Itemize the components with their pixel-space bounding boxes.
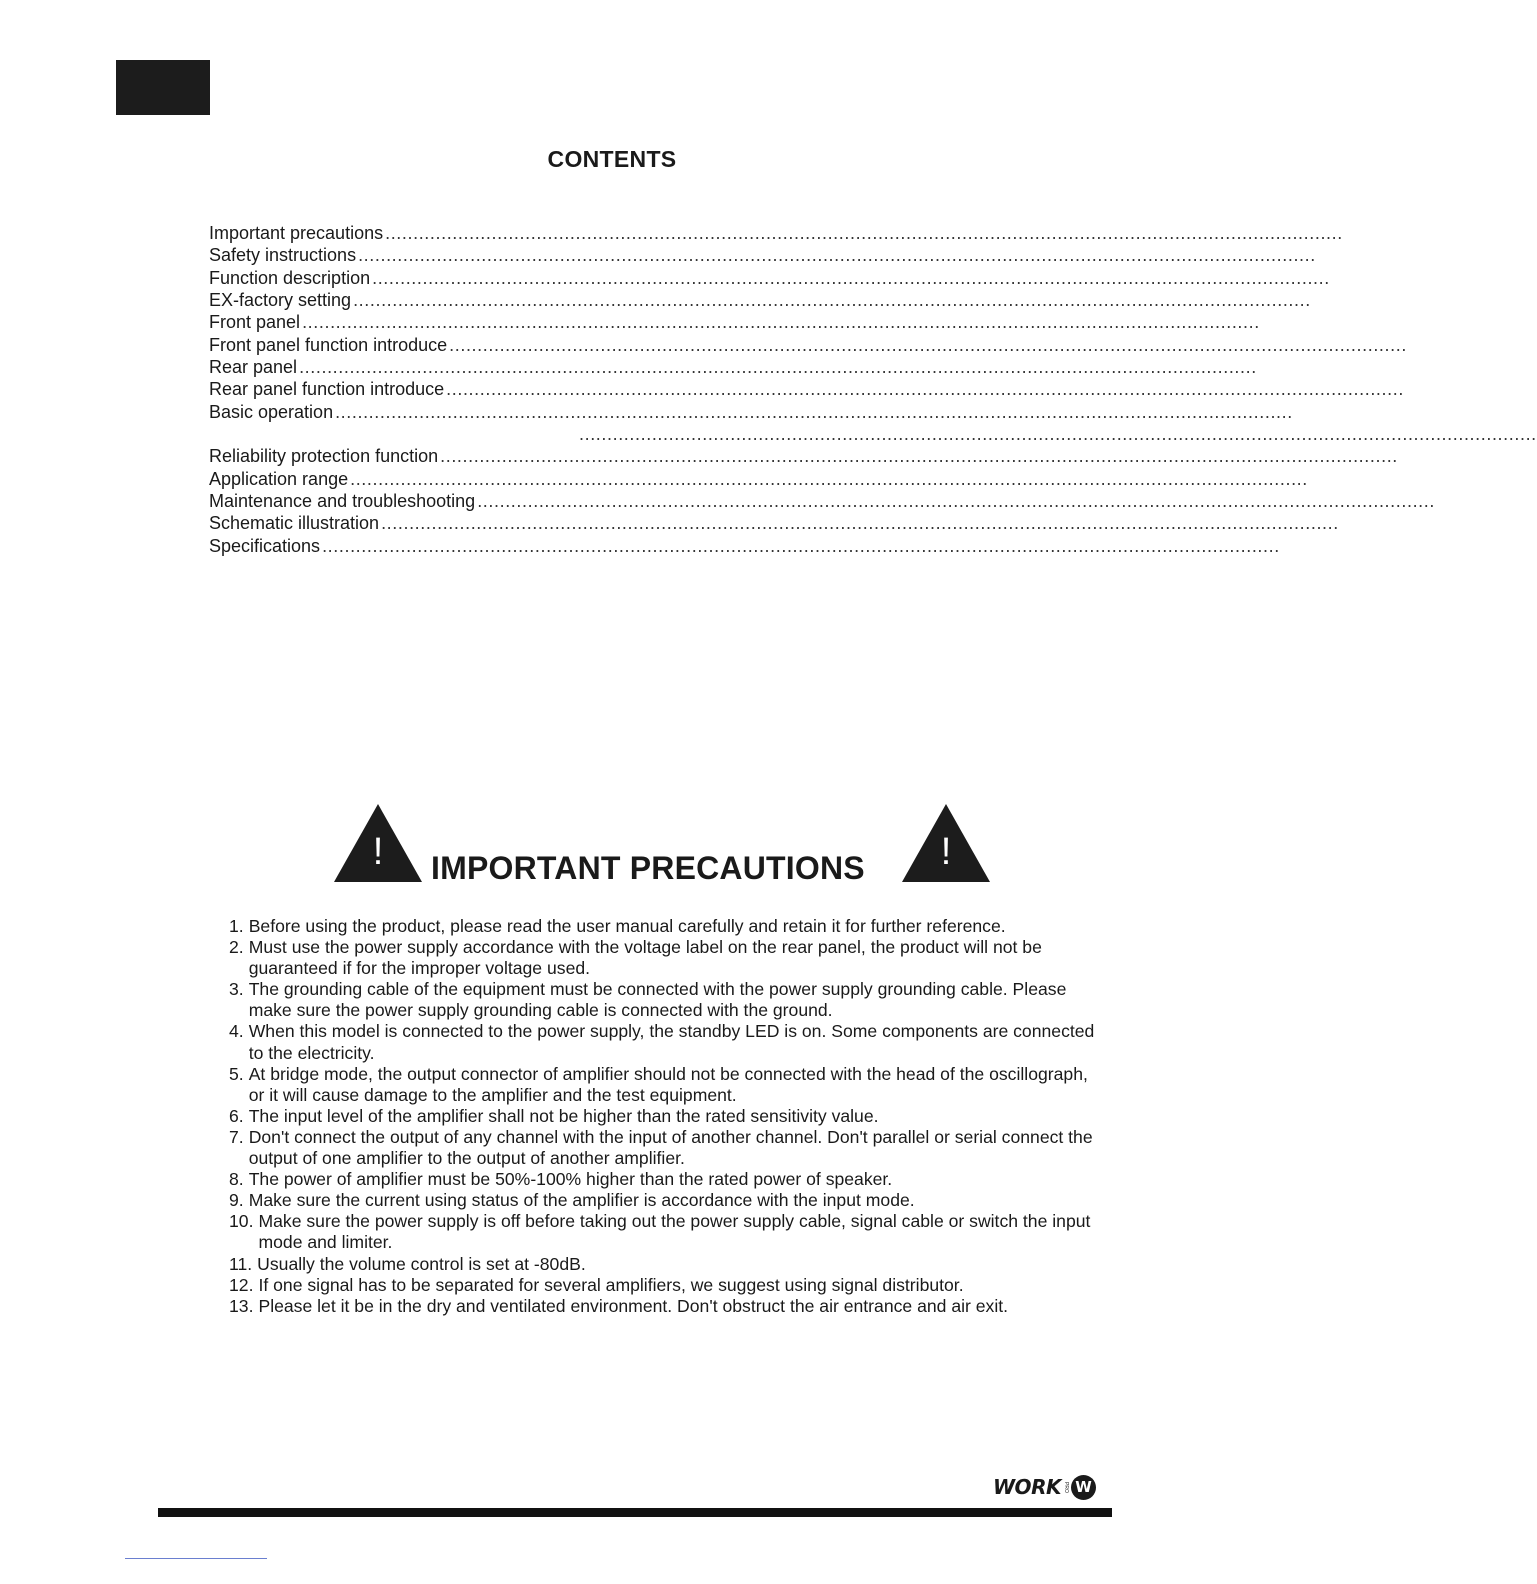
toc-label: Function description: [209, 267, 371, 288]
toc-leader: ...........................................................................................................................................................................: [477, 491, 1435, 512]
warning-triangle-icon: [334, 804, 422, 882]
item-text: When this model is connected to the power supply, the standby LED is on. Some components are connected to the electricity.: [248, 1021, 1095, 1063]
toc-label: Application range: [209, 468, 349, 489]
toc-entry: [209, 445, 1398, 467]
toc-entry: [209, 334, 1407, 356]
toc-leader: ...........................................................................................................................................................................: [335, 401, 1293, 422]
list-item: [229, 1169, 1099, 1190]
toc-entry: [209, 512, 1339, 534]
toc-leader: ...........................................................................................................................................................................: [446, 379, 1404, 400]
toc-entry: [209, 423, 1537, 445]
item-text: The power of amplifier must be 50%-100% higher than the rated power of speaker.: [248, 1169, 893, 1190]
toc-label: EX-factory setting: [209, 290, 352, 311]
list-item: [229, 1064, 1099, 1106]
contents-title: CONTENTS: [547, 146, 677, 172]
toc-entry: [209, 378, 1404, 400]
item-text: Don't connect the output of any channel with the input of another channel. Don't parallel or serial connect the output of one amplifier to the output of another amplifier.: [248, 1126, 1093, 1169]
item-number: 4.: [229, 1021, 244, 1042]
list-item: [229, 1211, 1099, 1253]
toc-leader: ...........................................................................................................................................................................: [385, 223, 1343, 243]
item-number: 11.: [229, 1253, 253, 1274]
toc-leader: ...........................................................................................................................................................................: [350, 468, 1308, 489]
toc-label: Basic operation: [209, 401, 334, 422]
item-text: The input level of the amplifier shall not be higher than the rated sensitivity value.: [248, 1105, 879, 1126]
toc-label: Rear panel function introduce: [209, 379, 445, 400]
toc-entry: [209, 267, 1330, 289]
precautions-title: IMPORTANT PRECAUTIONS: [431, 850, 865, 886]
toc-leader: ...........................................................................................................................................................................: [440, 446, 1398, 467]
list-item: [229, 1127, 1099, 1169]
list-item: [229, 1254, 1099, 1275]
toc-entry: [209, 490, 1435, 512]
brand-logo: [993, 1472, 1096, 1502]
toc-entry: [209, 222, 1343, 244]
precautions-list: [229, 916, 1099, 1317]
precautions-heading: [0, 800, 1224, 888]
toc-label: Reliability protection function: [209, 446, 439, 467]
table-of-contents: [209, 222, 1537, 557]
toc-entry: [209, 311, 1260, 333]
toc-leader: ...........................................................................................................................................................................: [322, 535, 1280, 556]
toc-leader: ...........................................................................................................................................................................: [358, 245, 1316, 266]
item-number: 13.: [229, 1295, 254, 1316]
toc-entry: [209, 289, 1311, 311]
item-text: The grounding cable of the equipment must be connected with the power supply grounding cable. Please make sure the power supply grounding cable is connected with the ground.: [248, 979, 1067, 1021]
brand-name: WORK: [993, 1475, 1061, 1499]
brand-sub: PRO: [1062, 1481, 1069, 1493]
link-underline: [125, 1558, 267, 1559]
item-text: Usually the volume control is set at -80dB.: [257, 1253, 586, 1274]
item-text: Please let it be in the dry and ventilated environment. Don't obstruct the air entrance and air exit.: [258, 1295, 1009, 1316]
toc-label: Specifications: [209, 535, 321, 556]
toc-label: Safety instructions: [209, 245, 357, 266]
toc-label: Rear panel: [209, 357, 298, 378]
list-item: [229, 1021, 1099, 1063]
toc-label: Schematic illustration: [209, 513, 380, 534]
footer-rule: [158, 1508, 1112, 1517]
toc-leader: ...........................................................................................................................................................................: [353, 290, 1311, 311]
toc-leader: ...........................................................................................................................................................................: [372, 267, 1330, 288]
list-item: [229, 937, 1099, 979]
item-text: Make sure the current using status of the amplifier is accordance with the input mode.: [248, 1190, 915, 1211]
item-number: 5.: [229, 1063, 244, 1084]
toc-label: Front panel: [209, 312, 301, 333]
item-number: 12.: [229, 1274, 254, 1295]
item-number: 2.: [229, 937, 244, 958]
item-number: 10.: [229, 1211, 254, 1232]
toc-label: [209, 423, 579, 445]
toc-entry: [209, 535, 1280, 557]
toc-entry: [209, 401, 1293, 423]
list-item: [229, 1106, 1099, 1127]
list-item: [229, 1190, 1099, 1211]
item-text: If one signal has to be separated for several amplifiers, we suggest using signal distributor.: [258, 1274, 964, 1295]
corner-tab-block: [116, 60, 210, 115]
list-item: [229, 1275, 1099, 1296]
brand-badge-icon: W: [1071, 1475, 1096, 1500]
item-number: 9.: [229, 1190, 244, 1211]
toc-leader: ...........................................................................................................................................................................: [449, 334, 1407, 355]
toc-leader: ...........................................................................................................................................................................: [299, 357, 1257, 378]
item-text: Must use the power supply accordance with the voltage label on the rear panel, the product will not be guaranteed if for the improper voltage used.: [248, 937, 1042, 979]
toc-leader: ...........................................................................................................................................................................: [381, 513, 1339, 534]
toc-label: Front panel function introduce: [209, 334, 448, 355]
toc-entry: [209, 356, 1257, 378]
item-number: 8.: [229, 1169, 244, 1190]
warning-triangle-icon: [902, 804, 990, 882]
toc-entry: [209, 244, 1316, 266]
toc-entry: [209, 468, 1308, 490]
item-number: 1.: [229, 916, 244, 936]
item-text: Make sure the power supply is off before taking out the power supply cable, signal cable or switch the input mode and limiter.: [258, 1211, 1091, 1253]
toc-leader: ...........................................................................................................................................................................: [579, 424, 1537, 445]
list-item: [229, 979, 1099, 1021]
item-text: At bridge mode, the output connector of amplifier should not be connected with the head of the oscillograph, or it will cause damage to the amplifier and the test equipment.: [248, 1063, 1088, 1105]
item-number: 6.: [229, 1105, 244, 1126]
toc-label: Maintenance and troubleshooting: [209, 491, 476, 512]
item-text: Before using the product, please read the user manual carefully and retain it for further reference.: [248, 916, 1006, 936]
item-number: 3.: [229, 979, 244, 1000]
toc-leader: ...........................................................................................................................................................................: [302, 312, 1260, 333]
toc-label: Important precautions: [209, 223, 384, 243]
item-number: 7.: [229, 1126, 244, 1147]
list-item: [229, 916, 1099, 937]
exclamation-mark: !: [372, 831, 384, 873]
list-item: [229, 1296, 1099, 1317]
exclamation-mark: !: [940, 831, 952, 873]
